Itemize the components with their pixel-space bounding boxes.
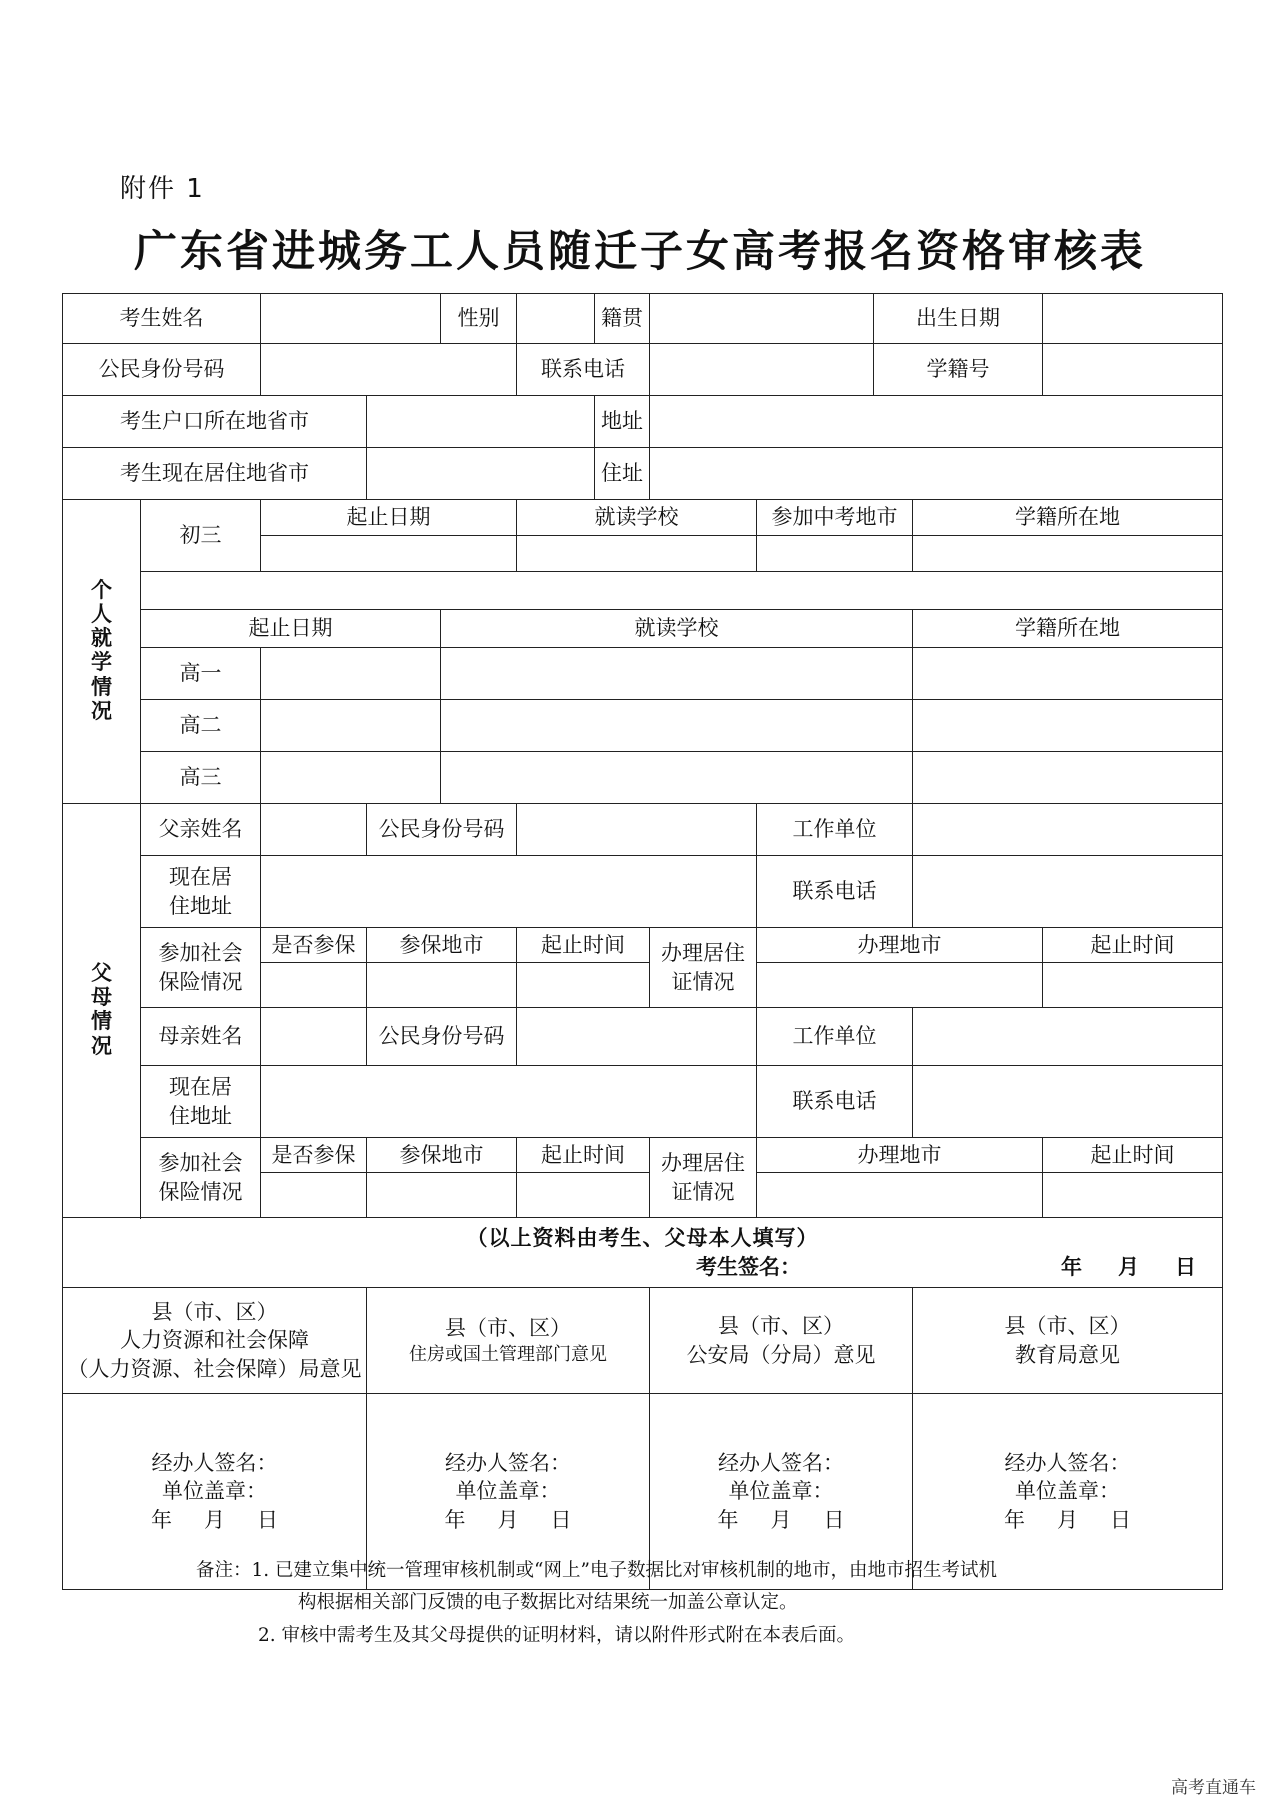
col-father-ins-city: 参保地市 [367,928,517,963]
dept-hr-line2: 人力资源和社会保障 [120,1328,309,1353]
col-school: 就读学校 [517,500,757,536]
row-g3 [63,752,1223,804]
label-mother-permit [650,1138,757,1218]
spacer-cell [141,572,1223,610]
sign-hr-month: 月 [204,1507,225,1532]
sign-housing-handler: 经办人签名： [445,1450,571,1475]
label-phone: 联系电话 [517,344,650,396]
dept-education-line2: 教育局意见 [1015,1342,1121,1367]
label-g1: 高一 [141,648,261,700]
col-period-senior: 起止日期 [141,610,441,648]
label-junior: 初三 [141,500,261,572]
dept-hr [63,1288,367,1394]
candidate-signature-label: 考生签名： [696,1253,802,1279]
sign-education-month: 月 [1057,1507,1079,1532]
dept-housing-line1: 县（市、区） [445,1316,571,1341]
label-father-work: 工作单位 [757,804,913,856]
col-father-ins-time: 起止时间 [517,928,650,963]
dept-hr-line1: 县（市、区） [151,1299,278,1324]
row-depts [63,1288,1223,1394]
row-g1 [63,648,1223,700]
field-father-address[interactable] [261,856,757,928]
section-parents [63,804,141,1218]
row-junior-header [63,500,1223,536]
field-junior-reg-place[interactable] [913,536,1223,572]
label-father-address [141,856,261,928]
sign-education-year: 年 [1004,1507,1026,1532]
field-father-phone[interactable] [913,856,1223,928]
field-g2-school[interactable] [441,700,913,752]
field-mother-phone[interactable] [913,1066,1223,1138]
sign-police-handler: 经办人签名： [718,1450,844,1475]
sign-education-date [913,1506,1222,1534]
field-g3-period[interactable] [261,752,441,804]
section-parents-label: 父母情况 [91,960,112,1058]
field-father-permit-city[interactable] [757,963,1043,1008]
page-title: 广东省进城务工人员随迁子女高考报名资格审核表 [134,227,1146,277]
label-mother-address [141,1066,261,1138]
sign-police-date [650,1506,912,1534]
label-address: 地址 [595,396,650,448]
label-father-permit [650,928,757,1008]
col-exam-city: 参加中考地市 [757,500,913,536]
field-g1-reg-place[interactable] [913,648,1223,700]
sign-hr-seal: 单位盖章： [162,1479,267,1504]
label-native: 籍贯 [595,294,650,344]
row-father-address [63,856,1223,928]
col-mother-ins-city: 参保地市 [367,1138,517,1173]
label-name: 考生姓名 [63,294,261,344]
label-father-ins-1: 参加社会 [158,941,243,966]
field-father-name[interactable] [261,804,367,856]
label-mother-phone: 联系电话 [757,1066,913,1138]
remark-1a: 备注：1. 已建立集中统一管理审核机制或“网上”电子数据比对审核机制的地市，由地市招生考试机 [196,1560,997,1581]
field-g3-school[interactable] [441,752,913,804]
col-period: 起止日期 [261,500,517,536]
label-id: 公民身份号码 [63,344,261,396]
watermark: 高考直通车 [1171,1778,1256,1798]
label-gender: 性别 [441,294,517,344]
label-mother-insurance [141,1138,261,1218]
col-mother-ins-yes: 是否参保 [261,1138,367,1173]
field-birth[interactable] [1043,294,1223,344]
field-mother-id[interactable] [517,1008,757,1066]
col-mother-permit-time: 起止时间 [1043,1138,1223,1173]
label-father-id: 公民身份号码 [367,804,517,856]
label-hukou: 考生户口所在地省市 [63,396,367,448]
field-g2-period[interactable] [261,700,441,752]
note-signature-line [63,1253,1222,1281]
label-father-permit-1: 办理居住 [661,941,745,966]
row-mother-address [63,1066,1223,1138]
label-res-address: 住址 [595,448,650,500]
col-father-ins-yes: 是否参保 [261,928,367,963]
field-res-address[interactable] [650,448,1223,500]
field-father-ins-city[interactable] [367,963,517,1008]
col-mother-permit-city: 办理地市 [757,1138,1043,1173]
remarks [196,1555,1176,1652]
row-g2 [63,700,1223,752]
row-basic-1 [63,294,1223,344]
sign-education-seal: 单位盖章： [1015,1479,1121,1504]
sign-police-day: 日 [823,1507,845,1532]
sign-housing-month: 月 [497,1507,519,1532]
field-father-permit-time[interactable] [1043,963,1223,1008]
label-father-phone: 联系电话 [757,856,913,928]
sign-housing-day: 日 [550,1507,572,1532]
sign-housing-date [367,1506,649,1534]
col-reg-place-senior: 学籍所在地 [913,610,1223,648]
dept-education [913,1288,1223,1394]
sign-hr-day: 日 [257,1507,278,1532]
label-father-insurance [141,928,261,1008]
row-hukou [63,396,1223,448]
section-study [63,500,141,804]
row-spacer [63,572,1223,610]
field-mother-permit-city[interactable] [757,1173,1043,1218]
field-id[interactable] [261,344,517,396]
field-mother-ins-city[interactable] [367,1173,517,1218]
label-father-address-2: 住地址 [169,893,232,918]
field-name[interactable] [261,294,441,344]
sign-housing-year: 年 [444,1507,466,1532]
field-father-work[interactable] [913,804,1223,856]
field-junior-period[interactable] [261,536,517,572]
field-mother-address[interactable] [261,1066,757,1138]
remark-2: 2. 审核中需考生及其父母提供的证明材料，请以附件形式附在本表后面。 [258,1624,856,1646]
dept-police [650,1288,913,1394]
field-father-id[interactable] [517,804,757,856]
note-day: 日 [1175,1253,1197,1279]
label-g3: 高三 [141,752,261,804]
col-school-senior: 就读学校 [441,610,913,648]
field-mother-ins-time[interactable] [517,1173,650,1218]
col-father-permit-time: 起止时间 [1043,928,1223,963]
row-residence [63,448,1223,500]
label-mother-permit-2: 证情况 [671,1179,735,1204]
field-father-ins-yes[interactable] [261,963,367,1008]
sign-police-month: 月 [770,1507,792,1532]
label-mother-work: 工作单位 [757,1008,913,1066]
field-native[interactable] [650,294,874,344]
sign-education-handler: 经办人签名： [1004,1450,1131,1475]
field-residence[interactable] [367,448,595,500]
note-filled-by: （以上资料由考生、父母本人填写） [466,1225,819,1251]
note-year: 年 [1061,1253,1083,1279]
sign-housing-seal: 单位盖章： [455,1479,561,1504]
label-father-address-1: 现在居 [169,865,232,890]
label-mother-id: 公民身份号码 [367,1008,517,1066]
label-father: 父亲姓名 [141,804,261,856]
row-senior-header [63,610,1223,648]
field-g2-reg-place[interactable] [913,700,1223,752]
sign-education-day: 日 [1110,1507,1132,1532]
label-birth: 出生日期 [874,294,1043,344]
label-student-no: 学籍号 [874,344,1043,396]
dept-police-line2: 公安局（分局）意见 [686,1342,876,1367]
col-reg-place: 学籍所在地 [913,500,1223,536]
field-mother-work[interactable] [913,1008,1223,1066]
dept-hr-line3: （人力资源、社会保障）局意见 [67,1356,362,1381]
label-father-permit-2: 证情况 [671,969,735,994]
field-junior-exam-city[interactable] [757,536,913,572]
label-mother-ins-2: 保险情况 [158,1179,243,1204]
attachment-label: 附件 1 [120,174,205,204]
field-mother-permit-time[interactable] [1043,1173,1223,1218]
field-gender[interactable] [517,294,595,344]
label-mother-permit-1: 办理居住 [661,1151,745,1176]
note-cell [63,1218,1223,1288]
field-address[interactable] [650,396,1223,448]
label-g2: 高二 [141,700,261,752]
field-g1-period[interactable] [261,648,441,700]
field-g1-school[interactable] [441,648,913,700]
remark-1b: 构根据相关部门反馈的电子数据比对结果统一加盖公章认定。 [298,1592,798,1614]
row-mother [63,1008,1223,1066]
row-father-ins-header [63,928,1223,963]
label-residence: 考生现在居住地省市 [63,448,367,500]
row-mother-ins-header [63,1138,1223,1173]
col-father-permit-city: 办理地市 [757,928,1043,963]
label-mother-address-1: 现在居 [169,1075,232,1100]
label-mother: 母亲姓名 [141,1008,261,1066]
application-form-table [62,293,1223,1590]
sign-police-year: 年 [717,1507,739,1532]
label-mother-ins-1: 参加社会 [158,1151,243,1176]
field-phone[interactable] [650,344,874,396]
field-father-ins-time[interactable] [517,963,650,1008]
field-g3-reg-place[interactable] [913,752,1223,804]
label-father-ins-2: 保险情况 [158,969,243,994]
field-student-no[interactable] [1043,344,1223,396]
sign-hr-date [63,1506,366,1534]
row-note [63,1218,1223,1288]
field-hukou[interactable] [367,396,595,448]
sign-police-seal: 单位盖章： [728,1479,834,1504]
dept-police-line1: 县（市、区） [718,1314,844,1339]
field-junior-school[interactable] [517,536,757,572]
row-father [63,804,1223,856]
dept-education-line1: 县（市、区） [1004,1314,1131,1339]
dept-housing-line2: 住房或国土管理部门意见 [409,1343,607,1365]
row-basic-2 [63,344,1223,396]
dept-housing [367,1288,650,1394]
sign-hr-handler: 经办人签名： [151,1450,278,1475]
sign-hr-year: 年 [151,1507,172,1532]
col-mother-ins-time: 起止时间 [517,1138,650,1173]
note-month: 月 [1118,1253,1140,1279]
field-mother-ins-yes[interactable] [261,1173,367,1218]
field-mother-name[interactable] [261,1008,367,1066]
section-study-label: 个人就学情况 [91,576,112,723]
label-mother-address-2: 住地址 [169,1103,232,1128]
